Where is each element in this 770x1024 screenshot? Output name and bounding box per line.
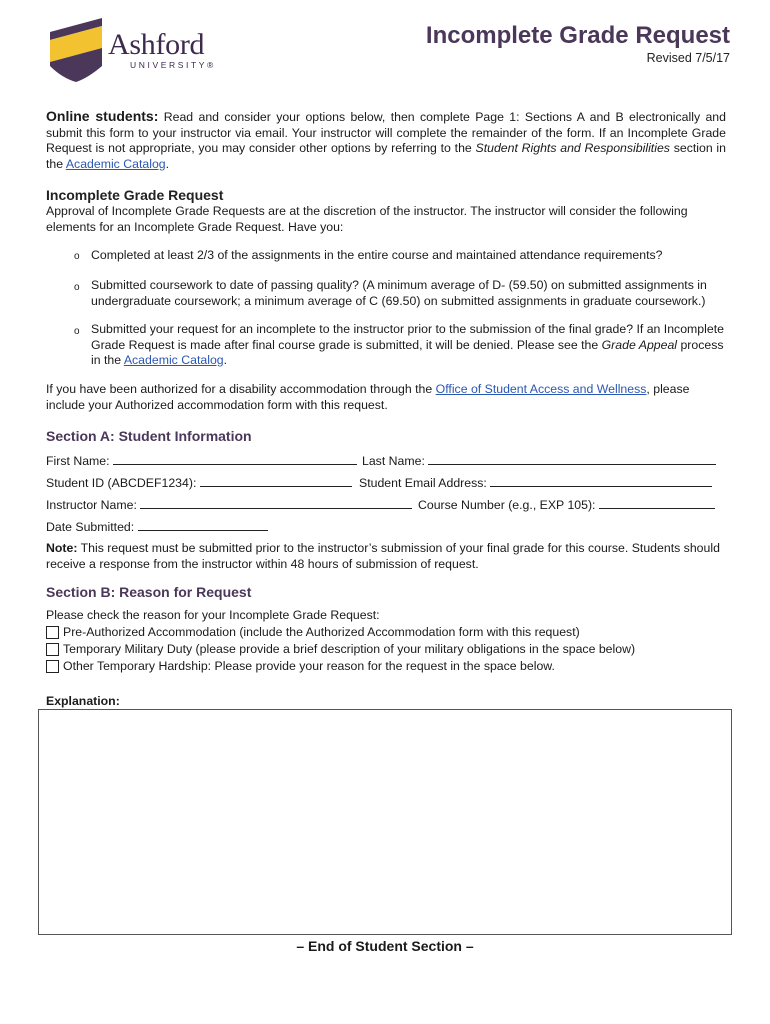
first-name-field[interactable] (113, 452, 357, 465)
disability-paragraph (46, 382, 726, 413)
intro-text: Read and consider your options below, then complete Page 1: Sections A and B electronically and submit this form to your instructor via email. Your instructor will complete the remainder of the form. If an Incomplete Grade Request is not appropriate, you may consider other options by referring to the (46, 110, 726, 155)
military-duty-checkbox[interactable] (46, 643, 59, 656)
disability-text-b: , please include your Authorized accommodation form with this request. (46, 382, 690, 412)
student-id-row (46, 474, 352, 490)
explanation-textarea[interactable] (38, 709, 732, 935)
note-text: This request must be submitted prior to the instructor’s submission of your final grade for this course. Students should receive a response from the instructor within 48 hours of submission of request. (46, 541, 720, 571)
bullet-marker: o (74, 282, 80, 293)
section-b-heading: Section B: Reason for Request (46, 584, 252, 600)
course-number-row (418, 496, 715, 512)
logo-wordmark: Ashford (108, 28, 205, 61)
first-name-row (46, 452, 357, 468)
bullet-marker: o (74, 326, 80, 337)
other-hardship-checkbox[interactable] (46, 660, 59, 673)
note-label: Note: (46, 541, 78, 555)
section-a-heading: Section A: Student Information (46, 428, 252, 444)
intro-lead: Online students: (46, 108, 159, 124)
pre-authorized-label: Pre-Authorized Accommodation (include the Authorized Accommodation form with this request) (63, 625, 580, 639)
last-name-label: Last Name: (362, 454, 425, 468)
reason-prompt: Please check the reason for your Incomplete Grade Request: (46, 608, 380, 622)
student-email-field[interactable] (490, 474, 712, 487)
bullet3-italic: Grade Appeal (601, 337, 678, 352)
first-name-label: First Name: (46, 454, 110, 468)
pre-authorized-checkbox[interactable] (46, 626, 59, 639)
ashford-logo-shield-icon (48, 18, 104, 82)
form-title: Incomplete Grade Request (425, 22, 730, 49)
intro-text-b: section in the (46, 141, 726, 171)
note-paragraph (46, 541, 726, 572)
bullet3-text: Submitted your request for an incomplete to the instructor prior to the submission of the final grade? If an Incomplete Grade Request is made after final course grade is submitted, it will be denied. Please see the (91, 322, 724, 352)
instructor-name-field[interactable] (140, 496, 412, 509)
intro-end: . (165, 156, 170, 171)
student-email-row (359, 474, 712, 490)
student-id-field[interactable] (200, 474, 352, 487)
date-submitted-field[interactable] (138, 518, 268, 531)
last-name-row (362, 452, 716, 468)
student-access-wellness-link[interactable]: Office of Student Access and Wellness (435, 382, 647, 396)
bullet-marker: o (74, 251, 80, 262)
request-intro: Approval of Incomplete Grade Requests are at the discretion of the instructor. The instructor will consider the following elements for an Incomplete Grade Request. Have you: (46, 204, 688, 234)
bullet3-text-b: process in the (91, 337, 724, 367)
bullet-item-1: Completed at least 2/3 of the assignments in the entire course and maintained attendance requirements? (91, 248, 663, 262)
date-submitted-label: Date Submitted: (46, 520, 135, 534)
other-hardship-label: Other Temporary Hardship: Please provide your reason for the request in the space below. (63, 659, 555, 673)
disability-text: If you have been authorized for a disability accommodation through the (46, 382, 436, 396)
date-submitted-row (46, 518, 268, 534)
military-duty-label: Temporary Military Duty (please provide a brief description of your military obligations in the space below) (63, 642, 636, 656)
instructor-name-row (46, 496, 412, 512)
revision-date: Revised 7/5/17 (646, 51, 730, 65)
last-name-field[interactable] (428, 452, 716, 465)
bullet-item-3 (91, 322, 731, 369)
academic-catalog-link-2[interactable]: Academic Catalog (123, 353, 224, 367)
student-email-label: Student Email Address: (359, 476, 487, 490)
bullet-item-2: Submitted coursework to date of passing quality? (A minimum average of D- (59.50) on submitted assignments in undergraduate coursework; a minimum average of C (69.50) on submitted assignments in graduate coursework.) (91, 278, 707, 308)
academic-catalog-link[interactable]: Academic Catalog (65, 156, 166, 171)
student-id-label: Student ID (ABCDEF1234): (46, 476, 197, 490)
instructor-name-label: Instructor Name: (46, 498, 137, 512)
logo-subtitle: UNIVERSITY® (130, 60, 216, 70)
course-number-label: Course Number (e.g., EXP 105): (418, 498, 596, 512)
end-of-student-section: – End of Student Section – (296, 938, 474, 954)
explanation-label: Explanation: (46, 694, 120, 708)
course-number-field[interactable] (599, 496, 715, 509)
intro-italic: Student Rights and Responsibilities (475, 141, 670, 155)
intro-paragraph (46, 109, 726, 172)
request-heading: Incomplete Grade Request (46, 187, 224, 203)
bullet3-end: . (223, 353, 228, 367)
